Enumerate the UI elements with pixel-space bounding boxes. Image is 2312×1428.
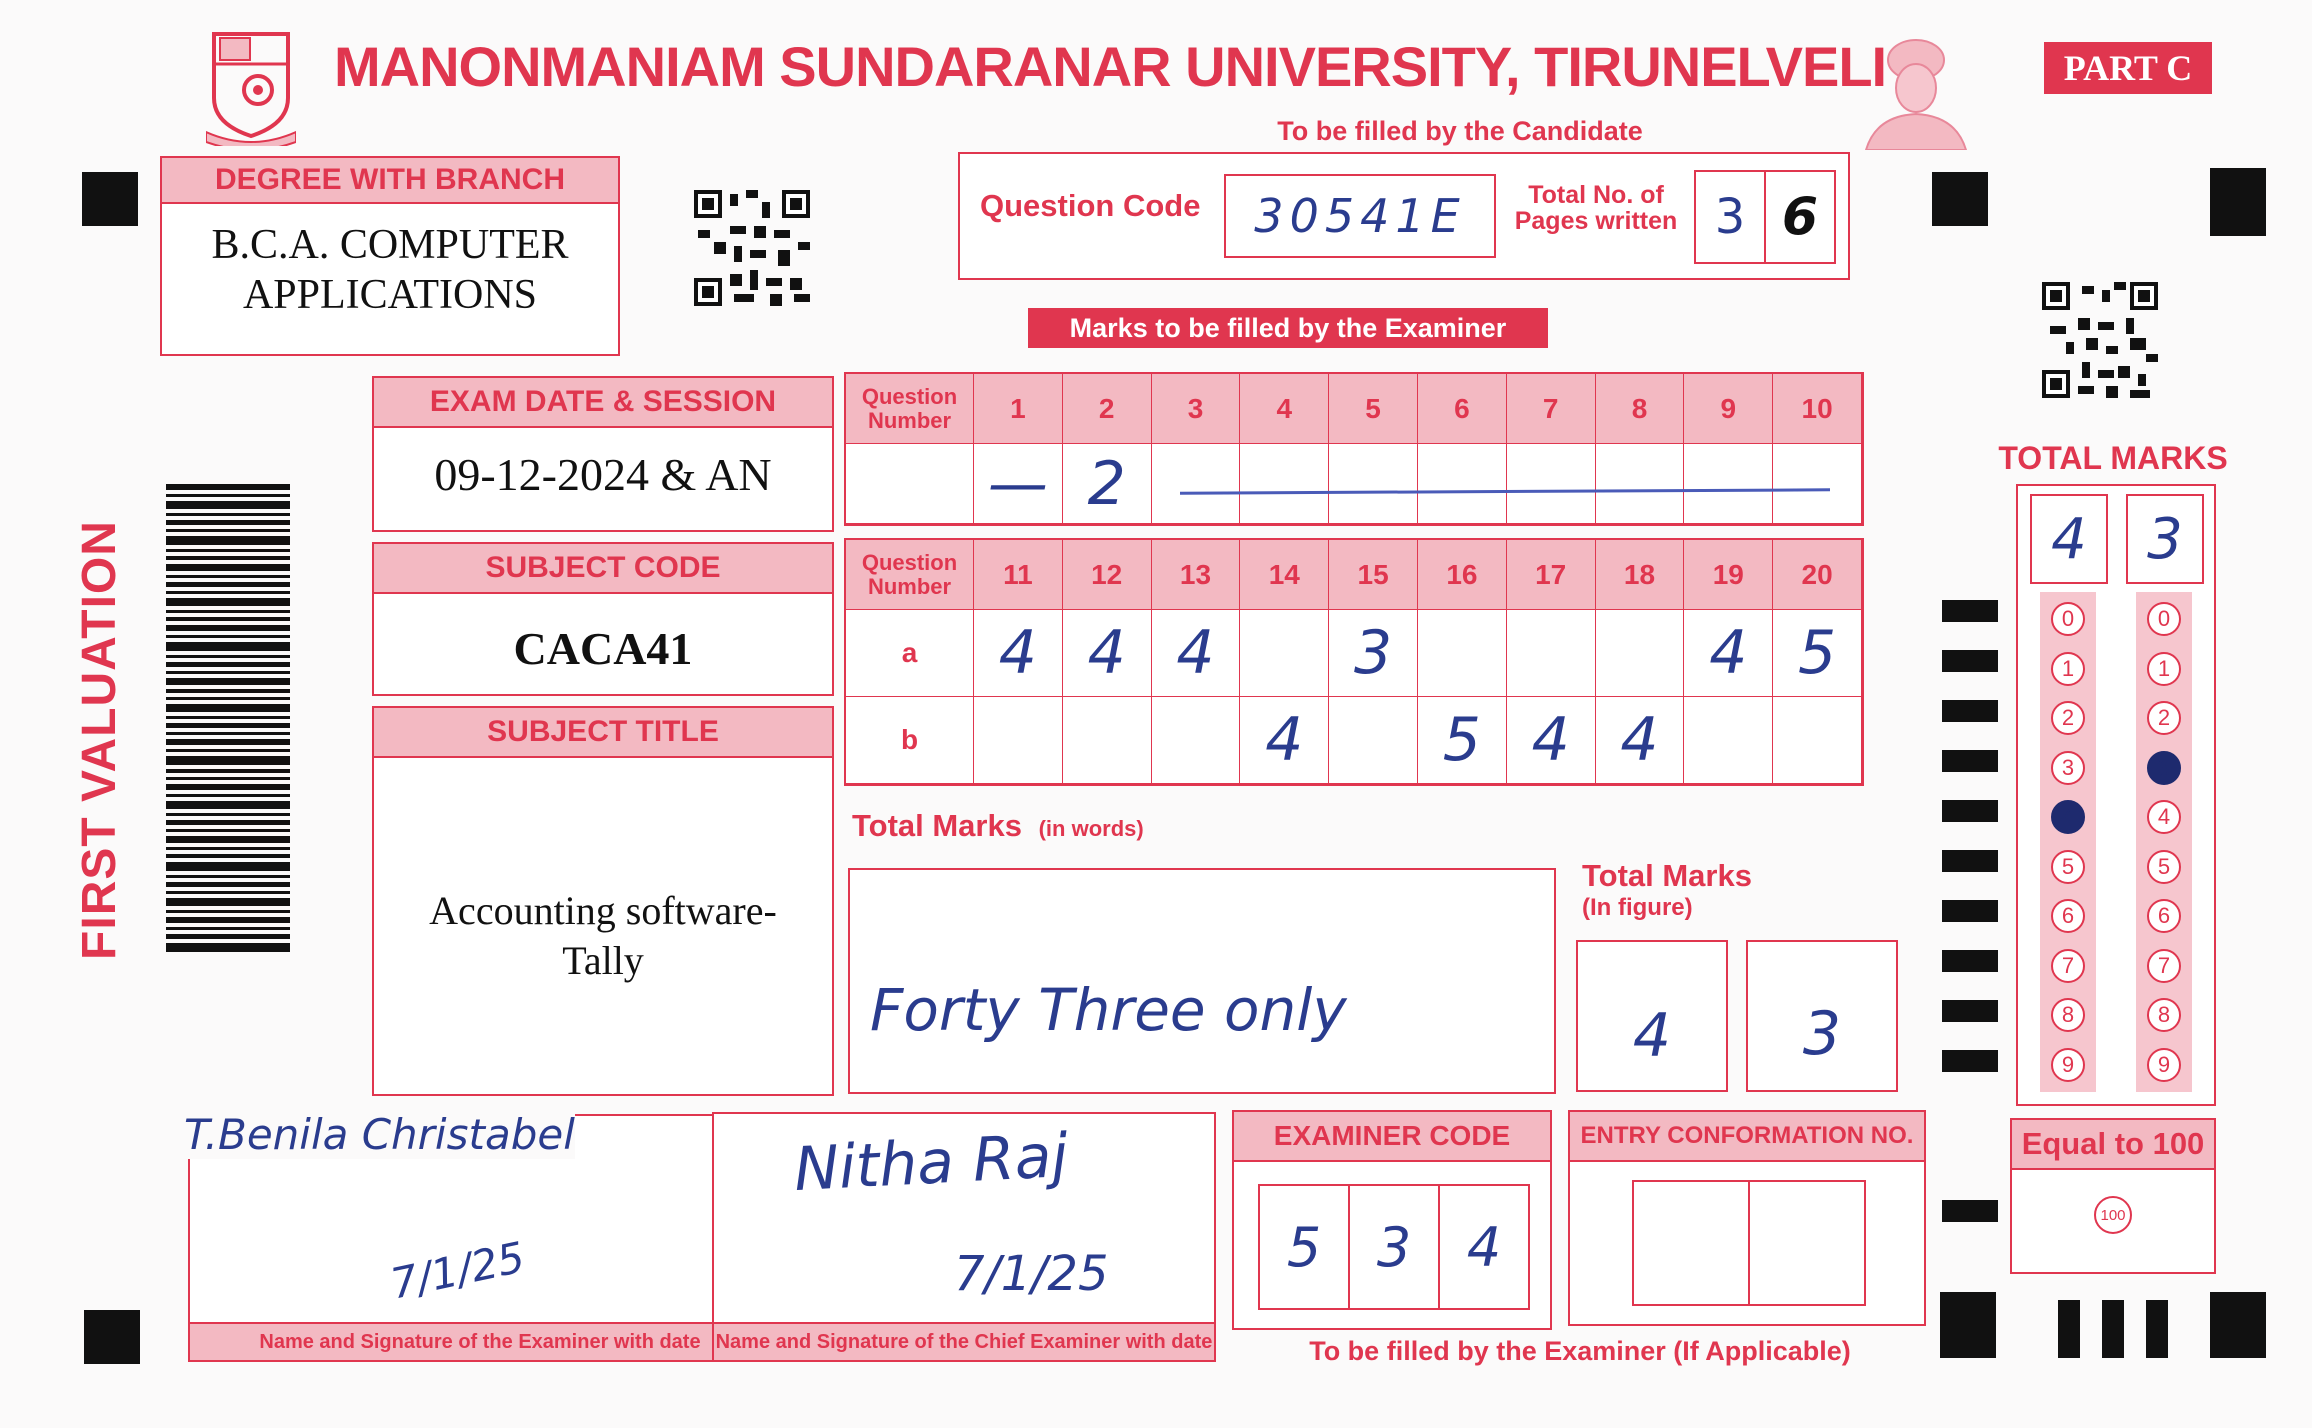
question-number-header: Question Number (846, 540, 974, 610)
examiner-code-digit: 4 (1466, 1215, 1502, 1279)
mark-cell: 4 (1063, 610, 1152, 697)
mark-cell (1773, 697, 1862, 784)
mark-cell: 4 (1684, 610, 1773, 697)
entry-conformation-box (1568, 1110, 1926, 1326)
bubble-option[interactable]: 3 (2051, 751, 2085, 785)
bubble-option[interactable]: 4 (2147, 800, 2181, 834)
chief-examiner-name: Nitha Raj (792, 1120, 1070, 1206)
footer-note: To be filled by the Examiner (If Applicable) (1309, 1336, 1851, 1366)
mark-cell: 4 (974, 610, 1063, 697)
mark-cell: 3 (1329, 610, 1418, 697)
exam-date-label: EXAM DATE & SESSION (374, 378, 832, 428)
question-number: 15 (1329, 540, 1418, 610)
registration-mark (2058, 1300, 2080, 1358)
question-number: 13 (1152, 540, 1241, 610)
bubble-option[interactable]: 2 (2147, 701, 2181, 735)
bubble-option[interactable]: 0 (2147, 602, 2181, 636)
first-valuation-label: FIRST VALUATION (73, 520, 126, 960)
bubble-option[interactable]: 7 (2147, 949, 2181, 983)
registration-mark (1940, 1292, 1996, 1358)
question-number: 5 (1329, 374, 1418, 444)
question-number: 16 (1418, 540, 1507, 610)
degree-box (160, 156, 620, 356)
total-figure-digit-1: 4 (1632, 1001, 1672, 1071)
bubble-option[interactable]: 9 (2147, 1048, 2181, 1082)
mark-cell: 2 (1063, 444, 1152, 524)
subject-code-value: CACA41 (513, 623, 693, 674)
question-number: 8 (1596, 374, 1685, 444)
subject-code-label: SUBJECT CODE (374, 544, 832, 594)
mark-cell (1773, 444, 1862, 524)
mark-cell (1596, 610, 1685, 697)
bubble-option[interactable]: 2 (2051, 701, 2085, 735)
examiner-signature-date: 7/1/25 (386, 1232, 529, 1309)
registration-mark (2146, 1300, 2168, 1358)
subject-code-box (372, 542, 834, 696)
chief-examiner-signature-date: 7/1/25 (954, 1246, 1109, 1302)
bubble-option[interactable]: 1 (2051, 652, 2085, 686)
question-code-value: 30541E (1254, 189, 1466, 243)
question-number: 10 (1773, 374, 1862, 444)
examiner-code-label: EXAMINER CODE (1234, 1112, 1550, 1162)
mark-cell (1240, 444, 1329, 524)
mark-cell (1329, 697, 1418, 784)
mark-cell (1684, 444, 1773, 524)
registration-mark (2210, 1292, 2266, 1358)
mark-cell (1684, 697, 1773, 784)
mark-cell (1063, 697, 1152, 784)
entry-conformation-field[interactable] (1632, 1180, 1866, 1306)
bubble-option[interactable]: 5 (2051, 850, 2085, 884)
bubble-option[interactable]: 8 (2147, 998, 2181, 1032)
mark-cell: 4 (1507, 697, 1596, 784)
question-number: 1 (974, 374, 1063, 444)
mark-cell (1507, 610, 1596, 697)
row-label-a: a (846, 610, 974, 697)
degree-value: B.C.A. COMPUTER APPLICATIONS (211, 222, 569, 318)
registration-mark (1932, 172, 1988, 226)
entry-conformation-label: ENTRY CONFORMATION NO. (1570, 1112, 1924, 1162)
total-words-value: Forty Three only (870, 976, 1347, 1044)
question-number: 6 (1418, 374, 1507, 444)
chief-examiner-caption: Name and Signature of the Chief Examiner with date (714, 1322, 1214, 1360)
chief-examiner-signature-box (712, 1112, 1216, 1362)
question-number: 7 (1507, 374, 1596, 444)
qr-code-icon (694, 190, 810, 306)
question-number-header: Question Number (846, 374, 974, 444)
registration-mark (2210, 168, 2266, 236)
exam-date-box (372, 376, 834, 532)
total-figure-digit-2-box (1746, 940, 1898, 1092)
bubble-option[interactable]: 6 (2051, 899, 2085, 933)
question-number: 9 (1684, 374, 1773, 444)
marks-grid-11-20 (844, 538, 1864, 786)
portrait-icon (1856, 26, 1974, 150)
registration-mark (82, 172, 138, 226)
question-number: 19 (1684, 540, 1773, 610)
marks-grid-1-10 (844, 372, 1864, 526)
bubble-option[interactable]: 6 (2147, 899, 2181, 933)
question-number: 2 (1063, 374, 1152, 444)
question-number: 4 (1240, 374, 1329, 444)
question-number: 11 (974, 540, 1063, 610)
bubble-option[interactable]: 5 (2147, 850, 2181, 884)
bubble-100[interactable]: 100 (2094, 1196, 2132, 1234)
total-figure-label: Total Marks (In figure) (1582, 858, 1752, 921)
total-marks-digit-2-box (2126, 494, 2204, 584)
total-marks-panel (2016, 484, 2216, 1106)
qr-code-icon (2042, 282, 2158, 398)
mark-cell: 4 (1240, 697, 1329, 784)
candidate-note: To be filled by the Candidate (1277, 116, 1643, 146)
question-code-label: Question Code (980, 188, 1201, 223)
bubble-option[interactable]: 9 (2051, 1048, 2085, 1082)
university-crest-icon (206, 28, 296, 146)
timing-marks (1942, 600, 1998, 1230)
bubble-option-filled[interactable]: 3 (2147, 751, 2181, 785)
question-code-field (1224, 174, 1496, 258)
barcode-icon (166, 484, 290, 952)
mark-cell: — (974, 444, 1063, 524)
pages-field (1694, 170, 1836, 264)
total-marks-digit-2: 3 (2147, 506, 2183, 572)
question-number: 14 (1240, 540, 1329, 610)
subject-title-label: SUBJECT TITLE (374, 708, 832, 758)
total-figure-digit-2: 3 (1802, 999, 1842, 1069)
question-number: 20 (1773, 540, 1862, 610)
mark-cell (1418, 444, 1507, 524)
question-number: 17 (1507, 540, 1596, 610)
mark-cell: 4 (1596, 697, 1685, 784)
total-marks-digit-1-box (2030, 494, 2108, 584)
total-marks-digit-1: 4 (2051, 506, 2087, 572)
bubble-option[interactable]: 0 (2051, 602, 2085, 636)
row-label-b: b (846, 697, 974, 784)
subject-title-value: Accounting software- Tally (429, 888, 777, 983)
mark-cell: 5 (1773, 610, 1862, 697)
examiner-signature-box (184, 1110, 772, 1362)
question-number: 18 (1596, 540, 1685, 610)
total-words-label: Total Marks (in words) (852, 808, 1144, 843)
mark-cell (1152, 697, 1241, 784)
row-label-empty (846, 444, 974, 524)
bubble-option-filled[interactable]: 4 (2051, 800, 2085, 834)
bubble-column-tens (2040, 592, 2096, 1092)
bubble-option[interactable]: 1 (2147, 652, 2181, 686)
equal-to-100-label: Equal to 100 (2012, 1120, 2214, 1170)
examiner-name: T.Benila Christabel (184, 1110, 575, 1159)
total-words-box (848, 868, 1556, 1094)
pages-digit-1: 3 (1696, 172, 1766, 262)
bubble-column-units (2136, 592, 2192, 1092)
mark-cell (1507, 444, 1596, 524)
pages-digit-2: 6 (1781, 187, 1819, 247)
examiner-code-digit: 3 (1350, 1186, 1440, 1308)
question-number: 12 (1063, 540, 1152, 610)
mark-cell (1418, 610, 1507, 697)
mark-cell: 4 (1152, 610, 1241, 697)
total-figure-digit-1-box (1576, 940, 1728, 1092)
bubble-option[interactable]: 7 (2051, 949, 2085, 983)
mark-cell (1240, 610, 1329, 697)
part-badge: PART C (2044, 42, 2212, 94)
question-number: 3 (1152, 374, 1241, 444)
question-code-box (958, 152, 1850, 280)
mark-cell (1152, 444, 1241, 524)
bubble-option[interactable]: 8 (2051, 998, 2085, 1032)
exam-date-value: 09-12-2024 & AN (434, 449, 772, 500)
mark-cell (1596, 444, 1685, 524)
registration-mark (2102, 1300, 2124, 1358)
examiner-note: Marks to be filled by the Examiner (1028, 308, 1548, 348)
mark-cell (974, 697, 1063, 784)
degree-label: DEGREE WITH BRANCH (162, 158, 618, 204)
subject-title-box (372, 706, 834, 1096)
examiner-caption: Name and Signature of the Examiner with date (190, 1322, 770, 1360)
total-marks-panel-label: TOTAL MARKS (1998, 440, 2228, 476)
examiner-code-digit: 5 (1260, 1186, 1350, 1308)
equal-to-100-box (2010, 1118, 2216, 1274)
university-title: MANONMANIAM SUNDARANAR UNIVERSITY, TIRUNELVELI (334, 35, 1887, 98)
pages-label: Total No. of Pages written (1514, 181, 1678, 235)
examiner-code-box (1232, 1110, 1552, 1330)
mark-cell (1329, 444, 1418, 524)
mark-cell: 5 (1418, 697, 1507, 784)
registration-mark (84, 1310, 140, 1364)
